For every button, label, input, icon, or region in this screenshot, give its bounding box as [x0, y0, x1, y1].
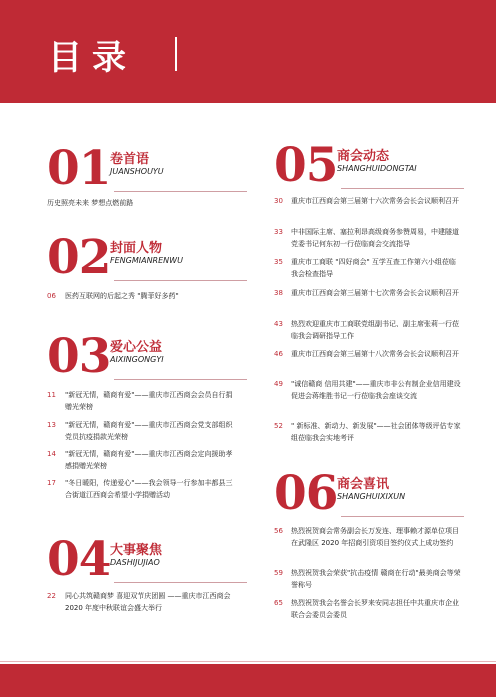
entry-text: 热烈欢迎重庆市工商联党组副书记、副主席张莉一行莅临我会调研指导工作 [291, 320, 459, 340]
section-pinyin: JUANSHOUYU [110, 167, 164, 176]
section-number: 01 [47, 141, 111, 196]
entry-text: 历史照亮未来 梦想点燃前路 [47, 199, 134, 207]
page-number: 46 [274, 350, 283, 358]
footer-rule [0, 661, 496, 662]
entry-text: "新冠无情，赣商有爱"——重庆市江西商会会员自行捐赠光荣榜 [65, 391, 233, 411]
section-rule [114, 379, 247, 380]
section-number: 06 [274, 466, 338, 521]
page-number: 49 [274, 380, 283, 388]
entry-text: 热烈祝贺商会常务副会长万发连、理事赖才源单位项目在武隆区 2020 年招商引资项目签约仪式上成功签约 [291, 527, 459, 547]
entry-text: 重庆市工商联 "四好商会" 互学互查工作第六小组莅临我会检查指导 [291, 258, 456, 278]
section-title: 卷首语 [110, 152, 150, 167]
section-title: 大事聚焦 [110, 543, 163, 558]
page-number: 65 [274, 599, 283, 607]
toc-entry[interactable] [274, 318, 466, 342]
toc-entry[interactable] [274, 226, 466, 250]
section-number: 04 [47, 532, 111, 587]
toc-entry[interactable] [47, 477, 252, 501]
section-rule [114, 191, 247, 192]
page-number: 13 [47, 421, 56, 429]
section-rule [114, 280, 247, 281]
toc-entry[interactable] [274, 348, 466, 372]
entry-text: "新冠无情，赣商有爱"——重庆市江西商会定向援助孝感捐赠光荣榜 [65, 450, 233, 470]
entry-text: "诚信赣商 信用共建"——重庆市非公有制企业信用建设促进会蒋维胜书记一行莅临我会座谈交流 [291, 380, 461, 400]
page-number: 56 [274, 527, 283, 535]
page-number: 43 [274, 320, 283, 328]
page-number: 11 [47, 391, 56, 399]
entry-text: 医药互联网的后起之秀 "腾菲好多药" [65, 292, 179, 300]
section-pinyin: SHANGHUIXIXUN [337, 492, 406, 501]
toc-entry[interactable] [274, 378, 466, 414]
entry-text: 重庆市江西商会第三届第十八次常务会长会议顺利召开 [291, 350, 459, 358]
page-number: 38 [274, 289, 283, 297]
section-number: 03 [47, 329, 111, 384]
section-title: 商会喜讯 [337, 477, 390, 492]
page-number: 33 [274, 228, 283, 236]
section-pinyin: SHANGHUIDONGTAI [337, 164, 417, 173]
page-number: 14 [47, 450, 56, 458]
section-rule [341, 188, 464, 189]
entry-text: "冬日暖阳，传递爱心"——我会领导一行参加丰都县三合街道江西商会希望小学捐赠活动 [65, 479, 233, 499]
toc-entry[interactable] [274, 256, 466, 280]
section-rule [341, 516, 464, 517]
page-number: 30 [274, 197, 283, 205]
toc-entry[interactable] [47, 448, 252, 472]
header-banner [0, 0, 496, 103]
toc-entry[interactable] [274, 597, 466, 621]
section-rule [114, 582, 247, 583]
section-pinyin: FENGMIANRENWU [110, 256, 183, 265]
entry-text: 同心共筑赣商梦 喜迎双节庆团圆 ——重庆市江西商会 2020 年度中秋联谊会盛大举行 [65, 592, 231, 612]
page-title: 目录 [48, 38, 136, 78]
toc-entry[interactable] [274, 420, 466, 444]
page-number: 52 [274, 422, 283, 430]
entry-text: "新冠无情，赣商有爱"——重庆市江西商会党支部组织党员抗疫捐款光荣榜 [65, 421, 233, 441]
section-title: 封面人物 [110, 241, 163, 256]
section-pinyin: DASHIJUJIAO [110, 558, 160, 567]
footer-band [0, 664, 496, 697]
entry-text: " 新标准、新动力、新发展"——社会团体等级评估专家组莅临我会实地考评 [291, 422, 461, 442]
toc-entry[interactable] [274, 195, 466, 219]
entry-text: 重庆市江西商会第三届第十六次常务会长会议顺利召开 [291, 197, 459, 205]
section-title: 爱心公益 [110, 340, 163, 355]
toc-entry[interactable] [47, 389, 252, 413]
entry-text: 重庆市江西商会第三届第十七次常务会长会议顺利召开 [291, 289, 459, 297]
toc-entry[interactable] [274, 525, 466, 561]
section-title: 商会动态 [337, 149, 390, 164]
toc-entry[interactable] [274, 287, 466, 311]
entry-text: 中非国际主席、塞拉利昂高级商务参赞周易，中建隧道党委书记何东初一行莅临商会交流指导 [291, 228, 459, 248]
section-number: 05 [274, 138, 338, 193]
toc-entry[interactable] [47, 590, 252, 614]
page-number: 22 [47, 592, 56, 600]
toc-entry[interactable] [274, 567, 466, 591]
entry-text: 热烈祝贺我会荣获"抗击疫情 赣商在行动"最美商会等荣誉称号 [291, 569, 461, 589]
page-number: 17 [47, 479, 56, 487]
section-pinyin: AIXINGONGYI [110, 355, 164, 364]
entry-text: 热烈祝贺我会名誉会长罗来安同志担任中共重庆市企业联合会委员会委员 [291, 599, 459, 619]
page-number: 59 [274, 569, 283, 577]
section-number: 02 [47, 230, 111, 285]
page-number: 35 [274, 258, 283, 266]
toc-entry[interactable] [47, 419, 252, 443]
page-number: 06 [47, 292, 56, 300]
title-divider [175, 37, 177, 71]
